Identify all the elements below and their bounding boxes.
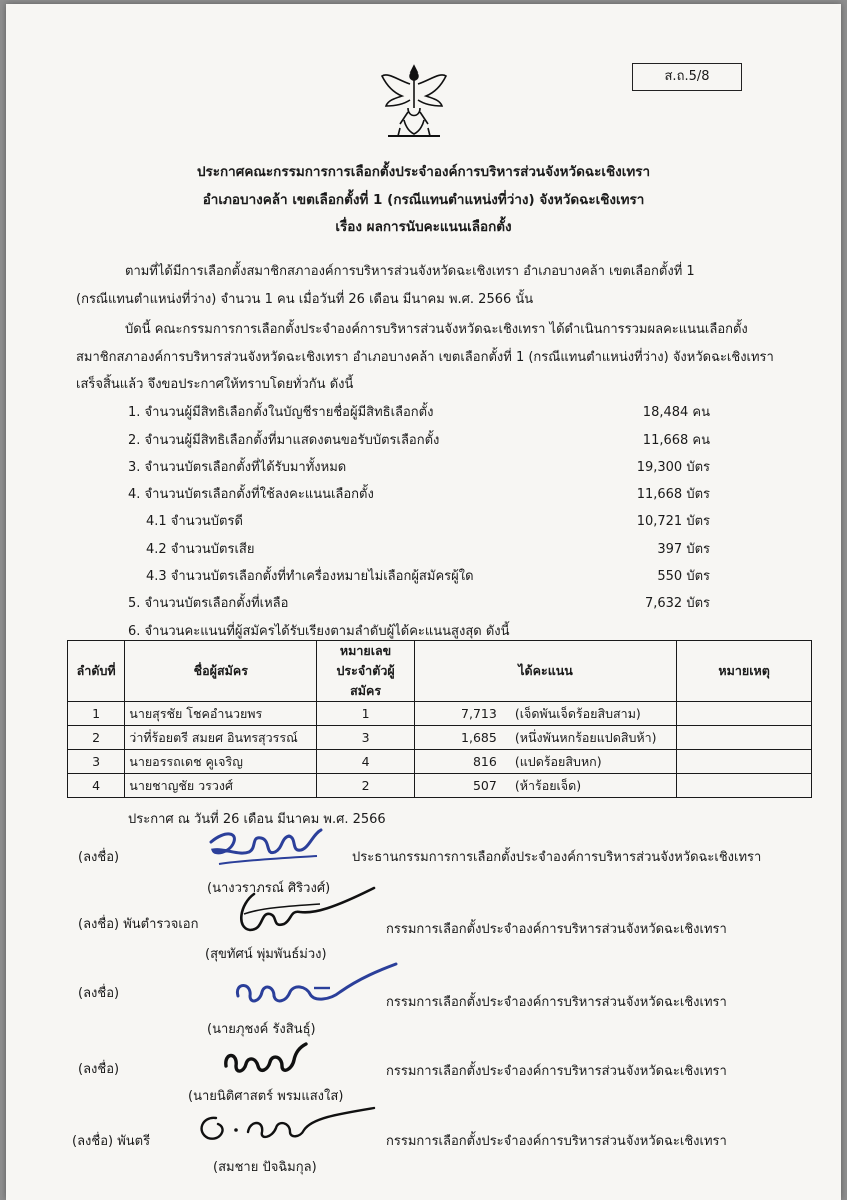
signature-label: (ลงชื่อ) พันตรี — [72, 1134, 151, 1149]
signature-name: (นางวราภรณ์ ศิริวงศ์) — [207, 881, 331, 896]
stat-value: 7,632 บัตร — [644, 596, 710, 611]
signature-label: (ลงชื่อ) — [78, 1062, 120, 1077]
paragraph2-line3: เสร็จสิ้นแล้ว จึงขอประกาศให้ทราบโดยทั่วกัน ดังนี้ — [76, 377, 354, 392]
results-table — [67, 640, 812, 798]
signature-name: (นายภุชงค์ รังสินธุ์) — [207, 1022, 316, 1037]
header-number-line1: หมายเลข — [339, 643, 392, 658]
signature-title: กรรมการเลือกตั้งประจำองค์การบริหารส่วนจังหวัดฉะเชิงเทรา — [386, 922, 727, 937]
paragraph1-line2: (กรณีแทนตำแหน่งที่ว่าง) จำนวน 1 คน เมื่อวันที่ 26 เดือน มีนาคม พ.ศ. 2566 นั้น — [76, 292, 534, 307]
stat-label: 4.3 จำนวนบัตรเลือกตั้งที่ทำเครื่องหมายไม่เลือกผู้สมัครผู้ใด — [146, 569, 474, 584]
table-row — [68, 702, 812, 726]
cell-votes — [414, 726, 676, 750]
paragraph2-line1: บัดนี้ คณะกรรมการการเลือกตั้งประจำองค์การบริหารส่วนจังหวัดฉะเชิงเทรา ได้ดำเนินการรวมผลคะแนนเลือกตั้ง — [125, 322, 748, 337]
cell-no: 2 — [68, 726, 125, 750]
cell-note — [677, 702, 812, 726]
header-note: หมายเหตุ — [677, 641, 812, 702]
signature-label: (ลงชื่อ) — [78, 850, 120, 865]
header-name: ชื่อผู้สมัคร — [125, 641, 317, 702]
paragraph2-line2: สมาชิกสภาองค์การบริหารส่วนจังหวัดฉะเชิงเทรา อำเภอบางคล้า เขตเลือกตั้งที่ 1 (กรณีแทนตำแหน่งที่ว่าง) จังหวัดฉะเชิงเทรา — [76, 350, 774, 365]
stat-label: 5. จำนวนบัตรเลือกตั้งที่เหลือ — [128, 596, 289, 611]
header-title-line1: ประกาศคณะกรรมการการเลือกตั้งประจำองค์การบริหารส่วนจังหวัดฉะเชิงเทรา — [196, 164, 651, 180]
header-no: ลำดับที่ — [68, 641, 125, 702]
document-code: ส.ถ.5/8 — [632, 63, 742, 91]
signature-title: ประธานกรรมการการเลือกตั้งประจำองค์การบริหารส่วนจังหวัดฉะเชิงเทรา — [352, 850, 762, 865]
cell-name: นายสุรชัย โชคอำนวยพร — [125, 702, 317, 726]
signature-1-handwriting — [205, 826, 325, 872]
table-header-row — [68, 641, 812, 702]
cell-no: 4 — [68, 774, 125, 798]
stat-value: 11,668 คน — [642, 433, 710, 448]
votes-number: 1,685 — [461, 729, 497, 745]
cell-name: ว่าที่ร้อยตรี สมยศ อินทรสุวรรณ์ — [125, 726, 317, 750]
header-number-line2: ประจำตัวผู้สมัคร — [336, 663, 395, 698]
stat-value: 19,300 บัตร — [636, 460, 710, 475]
signature-4-handwriting — [220, 1040, 310, 1080]
signature-title: กรรมการเลือกตั้งประจำองค์การบริหารส่วนจังหวัดฉะเชิงเทรา — [386, 995, 727, 1010]
header-votes: ได้คะแนน — [414, 641, 676, 702]
cell-number: 2 — [317, 774, 415, 798]
signature-title: กรรมการเลือกตั้งประจำองค์การบริหารส่วนจังหวัดฉะเชิงเทรา — [386, 1134, 727, 1149]
header-number — [317, 641, 415, 702]
stat-value: 18,484 คน — [642, 405, 710, 420]
stat-value: 550 บัตร — [657, 569, 710, 584]
votes-text: (เจ็ดพันเจ็ดร้อยสิบสาม) — [514, 705, 641, 721]
stat-label: 3. จำนวนบัตรเลือกตั้งที่ได้รับมาทั้งหมด — [128, 460, 347, 475]
stat-label: 4. จำนวนบัตรเลือกตั้งที่ใช้ลงคะแนนเลือกตั้ง — [128, 487, 374, 502]
signature-name: (นายนิติศาสตร์ พรมแสงใส) — [188, 1089, 344, 1104]
votes-number: 507 — [472, 777, 497, 793]
votes-number: 816 — [472, 753, 497, 769]
stat-value: 11,668 บัตร — [636, 487, 710, 502]
stat-label: 6. จำนวนคะแนนที่ผู้สมัครได้รับเรียงตามลำดับผู้ได้คะแนนสูงสุด ดังนี้ — [128, 624, 510, 639]
signature-2-handwriting — [230, 884, 380, 940]
stat-value: 10,721 บัตร — [636, 514, 710, 529]
stat-value: 397 บัตร — [657, 542, 710, 557]
cell-no: 1 — [68, 702, 125, 726]
stat-label: 1. จำนวนผู้มีสิทธิเลือกตั้งในบัญชีรายชื่อผู้มีสิทธิเลือกตั้ง — [128, 405, 434, 420]
cell-note — [677, 750, 812, 774]
cell-name: นายชาญชัย วรวงศ์ — [125, 774, 317, 798]
signature-label: (ลงชื่อ) พันตำรวจเอก — [78, 917, 199, 932]
signature-3-handwriting — [230, 962, 400, 1014]
cell-number: 1 — [317, 702, 415, 726]
cell-note — [677, 726, 812, 750]
table-row — [68, 774, 812, 798]
cell-note — [677, 774, 812, 798]
cell-no: 3 — [68, 750, 125, 774]
votes-text: (ห้าร้อยเจ็ด) — [514, 777, 582, 793]
signature-name: (สมชาย ปัจฉิมกุล) — [213, 1160, 317, 1175]
signature-label: (ลงชื่อ) — [78, 986, 120, 1001]
paragraph1-line1: ตามที่ได้มีการเลือกตั้งสมาชิกสภาองค์การบริหารส่วนจังหวัดฉะเชิงเทรา อำเภอบางคล้า เขตเลือกตั้งที่ 1 — [125, 264, 695, 279]
header-subject: เรื่อง ผลการนับคะแนนเลือกตั้ง — [335, 219, 512, 235]
signature-name: (สุขทัศน์ พุ่มพันธ์ม่วง) — [205, 947, 327, 962]
votes-text: (แปดร้อยสิบหก) — [514, 753, 602, 769]
header-title-line2: อำเภอบางคล้า เขตเลือกตั้งที่ 1 (กรณีแทนตำแหน่งที่ว่าง) จังหวัดฉะเชิงเทรา — [202, 192, 645, 208]
cell-number: 3 — [317, 726, 415, 750]
cell-votes — [414, 702, 676, 726]
cell-name: นายอรรถเดช คูเจริญ — [125, 750, 317, 774]
votes-text: (หนึ่งพันหกร้อยแปดสิบห้า) — [514, 729, 657, 745]
stat-label: 4.1 จำนวนบัตรดี — [146, 514, 243, 529]
stat-label: 4.2 จำนวนบัตรเสีย — [146, 542, 255, 557]
cell-votes — [414, 750, 676, 774]
votes-number: 7,713 — [461, 705, 497, 721]
garuda-emblem-icon — [378, 62, 450, 142]
table-row — [68, 726, 812, 750]
signature-title: กรรมการเลือกตั้งประจำองค์การบริหารส่วนจังหวัดฉะเชิงเทรา — [386, 1064, 727, 1079]
signature-5-handwriting — [188, 1102, 378, 1152]
stat-label: 2. จำนวนผู้มีสิทธิเลือกตั้งที่มาแสดงตนขอรับบัตรเลือกตั้ง — [128, 433, 440, 448]
cell-number: 4 — [317, 750, 415, 774]
cell-votes — [414, 774, 676, 798]
table-row — [68, 750, 812, 774]
announce-date: ประกาศ ณ วันที่ 26 เดือน มีนาคม พ.ศ. 2566 — [128, 812, 386, 827]
